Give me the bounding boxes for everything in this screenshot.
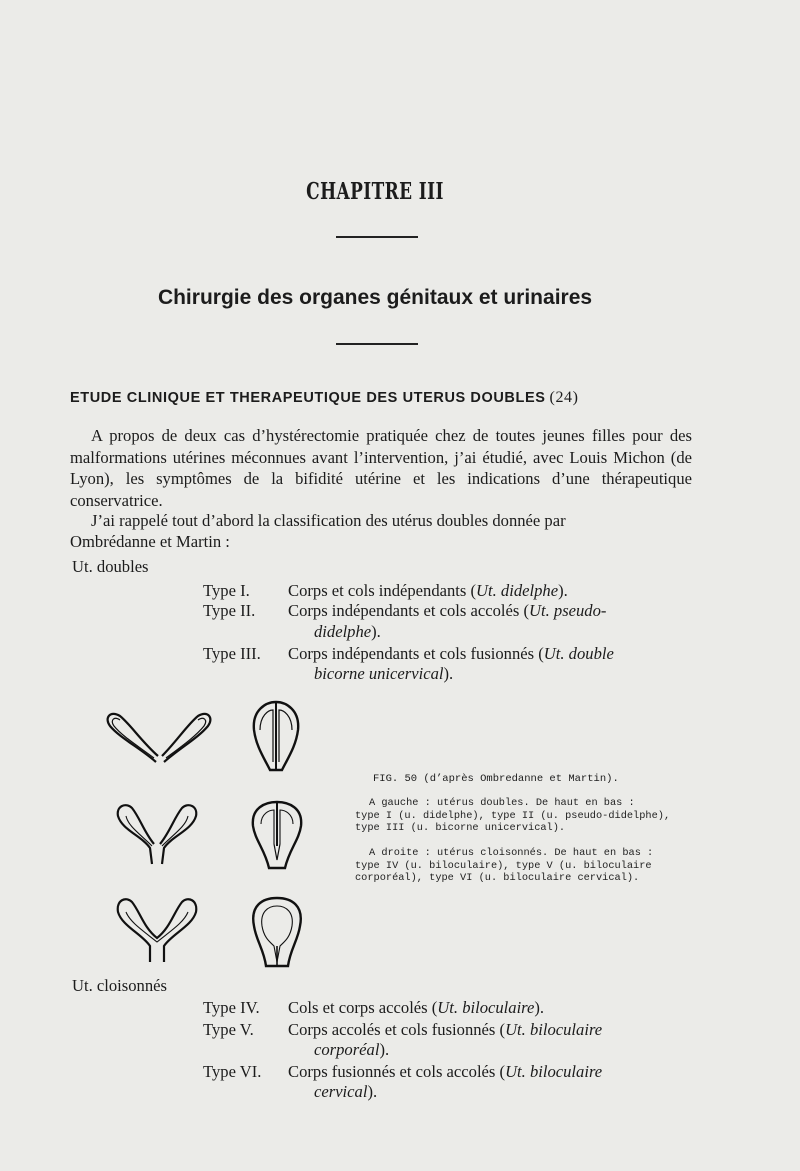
type-description-end: ).: [558, 581, 568, 600]
type-description-italic: Ut. pseudo-: [529, 601, 607, 620]
chapter-rule: [336, 236, 418, 238]
type-description-continued: [314, 1082, 377, 1102]
paragraph-classification-line2: Ombrédanne et Martin :: [70, 532, 230, 551]
chapter-heading: CHAPITRE III: [306, 178, 444, 205]
uterus-type-vi-drawing: [246, 896, 308, 968]
uterus-type-iv-drawing: [248, 700, 304, 774]
type-label: Type I.: [203, 581, 250, 600]
type-description-italic: Ut. biloculaire: [437, 998, 535, 1017]
type-description-end: ).: [367, 1082, 378, 1101]
caption-line: type III (u. bicorne unicervical).: [355, 822, 566, 834]
type-label: Type III.: [203, 644, 261, 663]
type-description-text: Corps indépendants et cols fusionnés (: [288, 644, 544, 663]
type-description: [288, 601, 606, 621]
group-label-cloisonnes: Ut. cloisonnés: [72, 976, 167, 995]
type-description: [288, 998, 544, 1018]
caption-line: A droite : utérus cloisonnés. De haut en bas :: [369, 847, 654, 859]
paragraph-classification-line1: J’ai rappelé tout d’abord la classification des utérus doubles donnée par: [91, 511, 566, 530]
uterus-type-i-drawing: [100, 708, 220, 770]
type-label: Type V.: [203, 1020, 254, 1039]
type-description-continued: [314, 622, 381, 642]
type-description-end: ).: [379, 1040, 390, 1059]
type-label: Type II.: [203, 601, 256, 620]
figure-caption-left: [355, 797, 685, 835]
type-description: [288, 1020, 602, 1040]
type-description-continued: [314, 664, 453, 684]
type-description-italic: cervical: [314, 1082, 368, 1101]
type-description-italic: Ut. biloculaire: [505, 1062, 603, 1081]
type-description-italic: Ut. didelphe: [476, 581, 559, 600]
page-title: Chirurgie des organes génitaux et urinaires: [157, 286, 593, 309]
section-reference: (24): [549, 389, 579, 406]
paragraph-intro: A propos de deux cas d’hystérectomie pratiquée chez de toutes jeunes filles pour des malformations utérines méconnues avant l’intervention, j’ai étudié, avec Louis Michon (de Lyon), les symptômes de la bifidité utérine et les indications d’une thérapeutique conservatrice.: [70, 426, 692, 510]
type-description: [288, 581, 568, 601]
type-description-italic: bicorne unicervical: [314, 664, 444, 683]
type-description-text: Corps fusionnés et cols accolés (: [288, 1062, 506, 1081]
type-description-italic: didelphe: [314, 622, 372, 641]
section-heading: [70, 389, 579, 407]
type-label: Type IV.: [203, 998, 260, 1017]
type-description-end: ).: [534, 998, 545, 1017]
title-rule: [336, 343, 418, 345]
type-description-end: ).: [443, 664, 454, 683]
type-description-italic: Ut. biloculaire: [505, 1020, 603, 1039]
type-description-text: Corps accolés et cols fusionnés (: [288, 1020, 506, 1039]
type-description-text: Corps indépendants et cols accolés (: [288, 601, 529, 620]
type-description: [288, 1062, 602, 1082]
section-heading-text: ETUDE CLINIQUE ET THERAPEUTIQUE DES UTERUS DOUBLES: [70, 390, 546, 406]
type-description-continued: [314, 1040, 389, 1060]
caption-line: A gauche : utérus doubles. De haut en bas :: [369, 797, 635, 809]
uterus-type-iii-drawing: [112, 894, 202, 964]
caption-line: type IV (u. biloculaire), type V (u. biloculaire: [355, 859, 652, 872]
caption-line: corporéal), type VI (u. biloculaire cervical).: [355, 872, 640, 884]
type-description: [288, 644, 614, 664]
type-description-text: Cols et corps accolés (: [288, 998, 438, 1017]
caption-line: type I (u. didelphe), type II (u. pseudo-didelphe),: [355, 809, 671, 822]
type-label: Type VI.: [203, 1062, 262, 1081]
uterus-type-v-drawing: [247, 800, 307, 872]
type-description-italic: corporéal: [314, 1040, 380, 1059]
figure-caption-title: FIG. 50 (d’après Ombredanne et Martin).: [373, 773, 619, 785]
group-label-doubles: Ut. doubles: [72, 557, 149, 576]
type-description-end: ).: [371, 622, 381, 641]
uterus-type-ii-drawing: [112, 800, 202, 866]
type-description-text: Corps et cols indépendants (: [288, 581, 477, 600]
figure-caption-right: [355, 847, 685, 885]
type-description-italic: Ut. double: [543, 644, 614, 663]
